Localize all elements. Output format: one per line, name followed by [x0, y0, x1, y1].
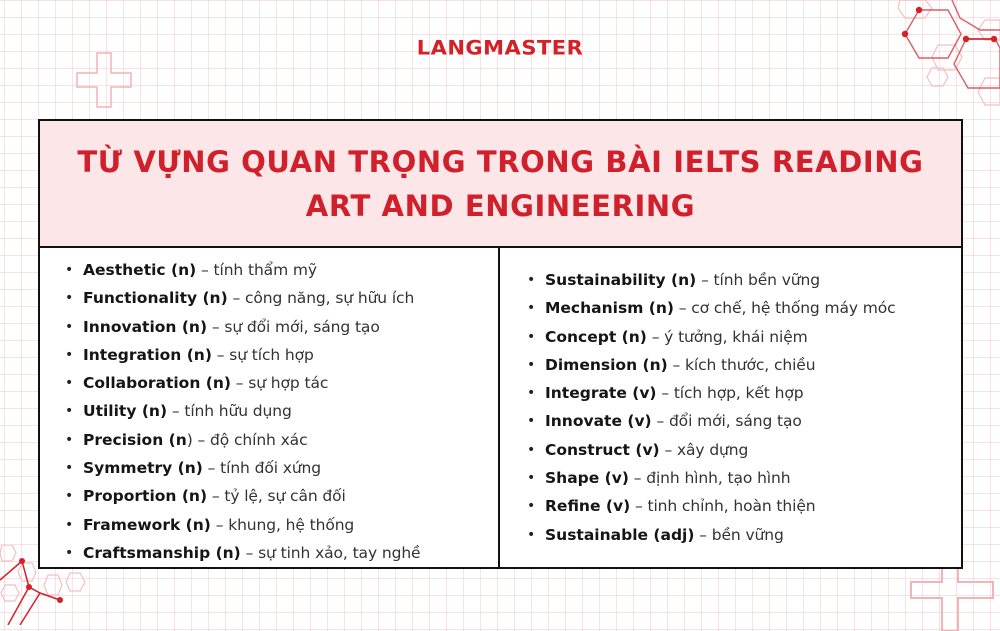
vocab-list-item	[40, 256, 498, 284]
vocab-definition: – tính thẩm mỹ	[196, 261, 317, 279]
vocab-term: Mechanism (n)	[545, 299, 674, 318]
bullet-icon: •	[527, 413, 536, 430]
plus-decoration-icon	[76, 52, 132, 108]
vocab-definition: – định hình, tạo hình	[628, 469, 791, 488]
bullet-icon: •	[527, 470, 536, 487]
vocab-list-item	[40, 313, 498, 341]
vocab-term: Dimension (n)	[545, 355, 668, 374]
vocab-definition: – tính hữu dụng	[167, 402, 292, 421]
vocab-definition: – ý tưởng, khái niệm	[646, 327, 808, 346]
vocab-list-item	[40, 369, 498, 397]
vocab-list-item	[500, 464, 961, 492]
vocab-list-left	[40, 256, 498, 567]
vocab-definition: – sự hợp tác	[230, 374, 329, 393]
vocab-term: Proportion (n)	[83, 487, 208, 506]
bullet-icon: •	[527, 441, 536, 458]
bullet-icon: •	[527, 498, 536, 515]
bullet-icon: •	[527, 385, 536, 402]
vocab-definition: – đổi mới, sáng tạo	[651, 412, 802, 431]
vocab-definition: – tính đối xứng	[202, 459, 322, 478]
vocab-definition: – sự tích hợp	[211, 345, 314, 364]
bullet-icon: •	[527, 526, 536, 543]
vocab-term: Refine (v)	[545, 497, 631, 516]
bullet-icon: •	[527, 300, 536, 317]
page-title-line-2: ART AND ENGINEERING	[305, 188, 696, 223]
vocab-list-item	[500, 436, 961, 464]
vocab-column-right	[500, 248, 961, 567]
vocabulary-table	[38, 119, 963, 569]
bullet-icon: •	[65, 375, 74, 392]
vocab-term: Innovate (v)	[545, 412, 652, 431]
bullet-icon: •	[527, 272, 536, 288]
vocab-term: Innovation (n)	[83, 317, 208, 336]
bullet-icon: •	[65, 403, 74, 420]
vocab-definition: – xây dựng	[659, 440, 749, 459]
vocab-term: Craftsmanship (n)	[83, 543, 241, 562]
vocab-term: Precision (n	[83, 430, 187, 449]
vocab-definition: – tích hợp, kết hợp	[656, 384, 804, 403]
vocab-term: Functionality (n)	[83, 289, 228, 308]
vocab-list-item	[40, 426, 498, 454]
vocab-definition: – tỷ lệ, sự cân đối	[207, 487, 346, 506]
vocab-term: Symmetry (n)	[83, 459, 203, 478]
page-title-line-1: TỪ VỰNG QUAN TRỌNG TRONG BÀI IELTS READING	[77, 144, 924, 179]
vocab-list-item	[40, 539, 498, 567]
vocab-list-item	[500, 492, 961, 520]
vocab-term: Collaboration (n)	[83, 374, 231, 393]
vocab-definition: – bền vững	[694, 525, 784, 544]
vocab-term: Framework (n)	[83, 515, 211, 534]
bullet-icon: •	[65, 318, 74, 335]
bullet-icon: •	[65, 516, 74, 533]
vocab-definition: – khung, hệ thống	[210, 515, 355, 534]
table-header	[40, 121, 961, 248]
vocab-term: Utility (n)	[83, 402, 168, 421]
vocab-list-item	[500, 266, 961, 294]
vocab-list-item	[500, 379, 961, 407]
vocab-definition: – công năng, sự hữu ích	[227, 289, 415, 308]
vocab-list-item	[40, 511, 498, 539]
bullet-icon: •	[65, 262, 74, 278]
vocab-term: Integrate (v)	[545, 384, 657, 403]
vocab-list-item	[40, 482, 498, 510]
bullet-icon: •	[65, 488, 74, 505]
vocab-term: Sustainability (n)	[545, 271, 697, 289]
bullet-icon: •	[65, 431, 74, 448]
vocab-list-item	[500, 351, 961, 379]
bullet-icon: •	[65, 544, 74, 561]
vocab-list-item	[40, 341, 498, 369]
bullet-icon: •	[65, 346, 74, 363]
bullet-icon: •	[527, 328, 536, 345]
vocab-list-item	[500, 294, 961, 322]
vocab-list-item	[500, 407, 961, 435]
vocab-column-left	[40, 248, 500, 567]
bullet-icon: •	[65, 290, 74, 307]
vocab-definition: ) – độ chính xác	[186, 430, 308, 449]
hexagon-network-icon	[880, 0, 1000, 120]
vocab-list-item	[500, 323, 961, 351]
vocab-list-item	[40, 397, 498, 425]
vocab-term: Sustainable (adj)	[545, 525, 695, 544]
vocab-definition: – sự tinh xảo, tay nghề	[240, 543, 421, 562]
vocab-definition: – tinh chỉnh, hoàn thiện	[630, 497, 816, 516]
vocab-definition: – tính bền vững	[696, 271, 820, 289]
vocab-list-item	[40, 454, 498, 482]
vocab-list-right	[500, 266, 961, 549]
bullet-icon: •	[527, 356, 536, 373]
vocab-definition: – kích thước, chiều	[667, 355, 816, 374]
bullet-icon: •	[65, 460, 74, 477]
vocab-term: Aesthetic (n)	[83, 261, 197, 279]
vocab-term: Shape (v)	[545, 469, 629, 488]
langmaster-logo: LANGMASTER	[416, 36, 584, 60]
vocab-definition: – cơ chế, hệ thống máy móc	[673, 299, 896, 318]
vocab-list-item	[40, 284, 498, 312]
vocab-term: Construct (v)	[545, 440, 660, 459]
vocab-list-item	[500, 521, 961, 549]
vocab-term: Integration (n)	[83, 345, 212, 364]
vocab-definition: – sự đổi mới, sáng tạo	[207, 317, 380, 336]
vocab-term: Concept (n)	[545, 327, 647, 346]
